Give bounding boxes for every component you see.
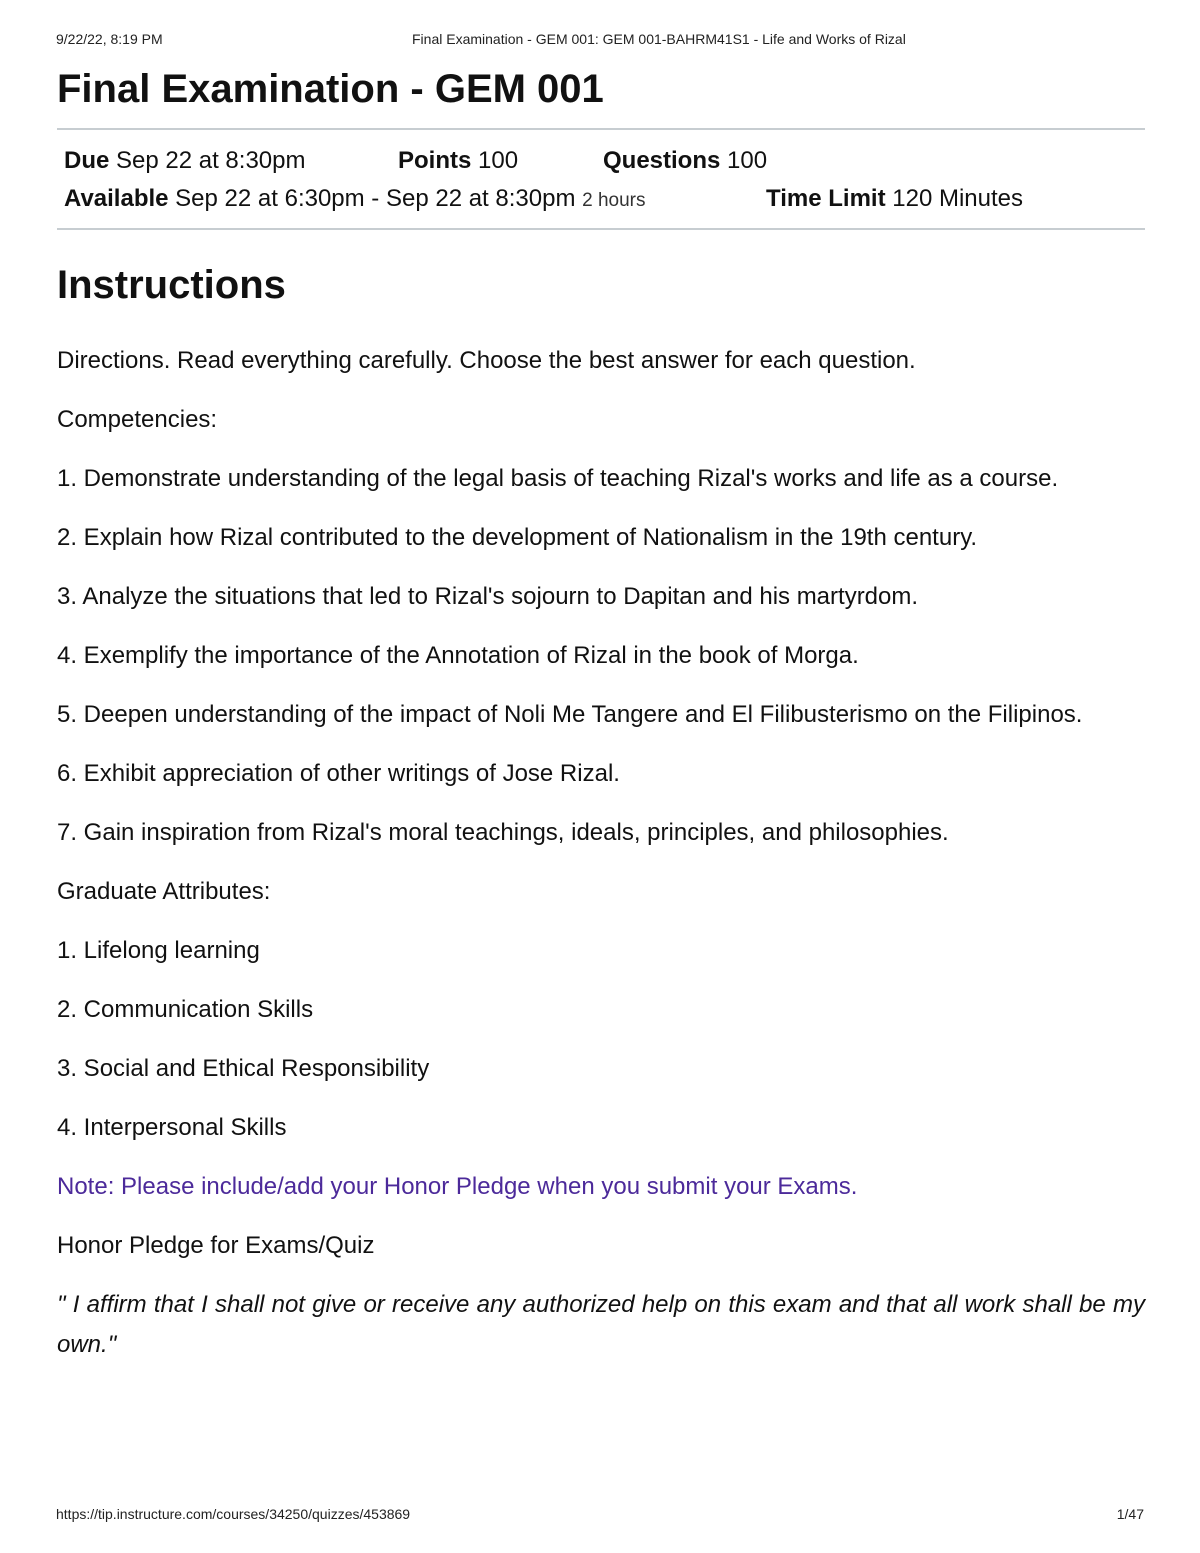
points-detail xyxy=(398,146,518,176)
attribute-item: 3. Social and Ethical Responsibility xyxy=(57,1055,430,1082)
competency-item: 1. Demonstrate understanding of the legal basis of teaching Rizal's works and life as a course. xyxy=(57,465,1059,492)
competency-item: 7. Gain inspiration from Rizal's moral teachings, ideals, principles, and philosophies. xyxy=(57,819,949,846)
honor-pledge-text: " I affirm that I shall not give or receive any authorized help on this exam and that all work shall be my own." xyxy=(57,1291,1145,1358)
available-value: Sep 22 at 6:30pm - Sep 22 at 8:30pm xyxy=(175,185,576,212)
details-row-1 xyxy=(64,142,1145,180)
time-limit-detail xyxy=(766,184,1023,214)
available-duration: 2 hours xyxy=(582,190,646,211)
honor-pledge-note: Note: Please include/add your Honor Pledge when you submit your Exams. xyxy=(57,1173,858,1200)
points-label: Points xyxy=(398,147,472,174)
time-limit-label: Time Limit xyxy=(766,185,886,212)
questions-label: Questions xyxy=(603,147,721,174)
questions-detail xyxy=(603,146,767,176)
available-label: Available xyxy=(64,185,169,212)
competencies-heading: Competencies: xyxy=(57,406,218,433)
attribute-item: 2. Communication Skills xyxy=(57,996,314,1023)
print-footer xyxy=(56,1506,1144,1524)
print-url: https://tip.instructure.com/courses/34250/quizzes/453869 xyxy=(56,1506,411,1522)
honor-pledge-heading: Honor Pledge for Exams/Quiz xyxy=(57,1232,375,1259)
instructions-body xyxy=(57,341,1145,1365)
print-header xyxy=(56,31,1144,49)
available-detail xyxy=(64,184,645,216)
graduate-attributes-heading: Graduate Attributes: xyxy=(57,878,271,905)
quiz-content xyxy=(57,66,1145,1365)
due-value: Sep 22 at 8:30pm xyxy=(116,147,306,174)
details-row-2 xyxy=(64,180,1145,218)
due-detail xyxy=(64,146,305,176)
questions-value: 100 xyxy=(727,147,768,174)
quiz-details xyxy=(57,130,1145,228)
competency-item: 6. Exhibit appreciation of other writings of Jose Rizal. xyxy=(57,760,620,787)
competency-item: 4. Exemplify the importance of the Annotation of Rizal in the book of Morga. xyxy=(57,642,859,669)
directions-text: Directions. Read everything carefully. Choose the best answer for each question. xyxy=(57,347,916,374)
attribute-item: 1. Lifelong learning xyxy=(57,937,260,964)
due-label: Due xyxy=(64,147,110,174)
print-page-title: Final Examination - GEM 001: GEM 001-BAHRM41S1 - Life and Works of Rizal xyxy=(412,31,906,47)
time-limit-value: 120 Minutes xyxy=(892,185,1023,212)
instructions-heading: Instructions xyxy=(57,263,286,307)
attribute-item: 4. Interpersonal Skills xyxy=(57,1114,287,1141)
points-value: 100 xyxy=(478,147,519,174)
page-indicator: 1/47 xyxy=(1116,1506,1144,1522)
competency-item: 5. Deepen understanding of the impact of Noli Me Tangere and El Filibusterismo on the Filipinos. xyxy=(57,701,1083,728)
quiz-title: Final Examination - GEM 001 xyxy=(57,67,604,111)
competency-item: 2. Explain how Rizal contributed to the development of Nationalism in the 19th century. xyxy=(57,524,978,551)
print-datetime: 9/22/22, 8:19 PM xyxy=(56,31,163,47)
divider-bottom xyxy=(57,228,1145,230)
competency-item: 3. Analyze the situations that led to Rizal's sojourn to Dapitan and his martyrdom. xyxy=(57,583,919,610)
